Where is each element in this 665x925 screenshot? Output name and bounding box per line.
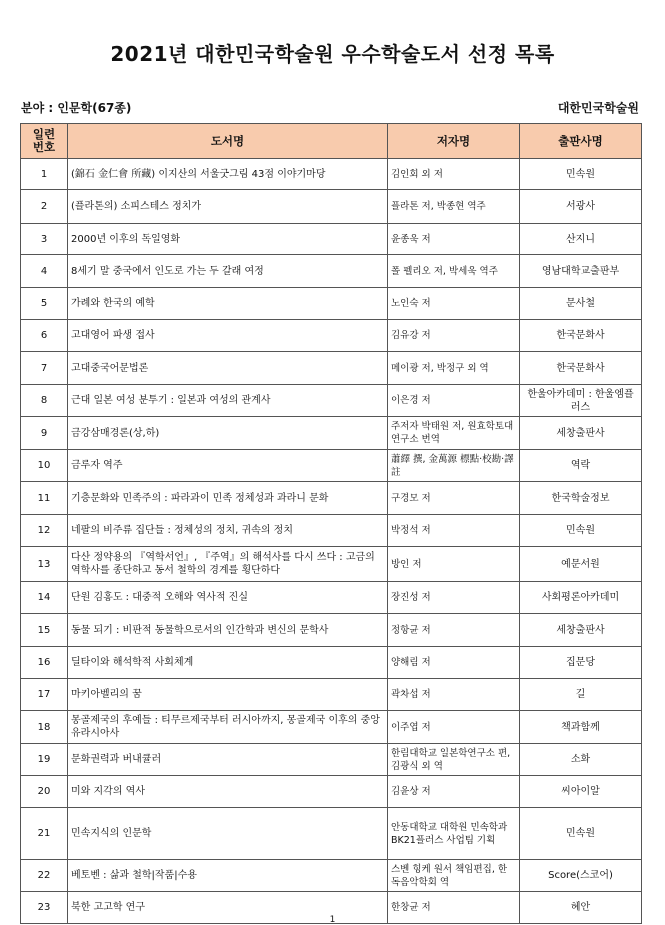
cell-publisher: 서광사 <box>520 190 642 224</box>
cell-book: 근대 일본 여성 분투기 : 일본과 여성의 관계사 <box>68 385 388 417</box>
book-list-table <box>20 123 642 924</box>
table-row <box>21 711 642 744</box>
cell-no: 17 <box>21 679 68 711</box>
cell-no: 20 <box>21 776 68 808</box>
table-row <box>21 547 642 582</box>
cell-author: 한창균 저 <box>388 892 520 924</box>
cell-no: 8 <box>21 385 68 417</box>
cell-no: 3 <box>21 224 68 255</box>
cell-book: 미와 지각의 역사 <box>68 776 388 808</box>
cell-no: 2 <box>21 190 68 224</box>
cell-publisher: 민속원 <box>520 808 642 860</box>
cell-no: 18 <box>21 711 68 744</box>
cell-author: 스벤 힝케 원서 책임편집, 한독음악학회 역 <box>388 860 520 892</box>
cell-book: 기층문화와 민족주의 : 파라과이 민족 정체성과 과라니 문화 <box>68 482 388 515</box>
table-row <box>21 417 642 450</box>
cell-author: 방인 저 <box>388 547 520 582</box>
cell-publisher: Score(스코어) <box>520 860 642 892</box>
cell-author: 메이광 저, 박정구 외 역 <box>388 352 520 385</box>
cell-publisher: 소화 <box>520 744 642 776</box>
cell-book: 금루자 역주 <box>68 450 388 482</box>
cell-no: 12 <box>21 515 68 547</box>
cell-book: 가례와 한국의 예학 <box>68 288 388 320</box>
table-row <box>21 320 642 352</box>
cell-author: 한림대학교 일본학연구소 편, 김광식 외 역 <box>388 744 520 776</box>
column-header-publisher: 출판사명 <box>520 124 642 159</box>
cell-author: 양해림 저 <box>388 647 520 679</box>
page-title: 2021년 대한민국학술원 우수학술도서 선정 목록 <box>110 42 555 66</box>
cell-no: 9 <box>21 417 68 450</box>
table-row <box>21 776 642 808</box>
cell-author: 곽차섭 저 <box>388 679 520 711</box>
table-row <box>21 352 642 385</box>
cell-publisher: 민속원 <box>520 515 642 547</box>
cell-book: 민속지식의 인문학 <box>68 808 388 860</box>
cell-publisher: 역락 <box>520 450 642 482</box>
cell-publisher: 씨아이알 <box>520 776 642 808</box>
table-row <box>21 582 642 614</box>
table-row <box>21 159 642 190</box>
cell-publisher: 민속원 <box>520 159 642 190</box>
table-row <box>21 679 642 711</box>
cell-no: 22 <box>21 860 68 892</box>
cell-no: 21 <box>21 808 68 860</box>
cell-publisher: 한울아카데미 : 한울엠플러스 <box>520 385 642 417</box>
cell-book: 고대영어 파생 접사 <box>68 320 388 352</box>
cell-author: 주저자 박태원 저, 원효학토대연구소 번역 <box>388 417 520 450</box>
cell-publisher: 사회평론아카데미 <box>520 582 642 614</box>
cell-publisher: 혜안 <box>520 892 642 924</box>
table-row <box>21 385 642 417</box>
cell-book: 몽골제국의 후예들 : 티무르제국부터 러시아까지, 몽골제국 이후의 중앙유라시아사 <box>68 711 388 744</box>
cell-publisher: 한국문화사 <box>520 352 642 385</box>
table-row <box>21 224 642 255</box>
table-row <box>21 647 642 679</box>
column-header-no: 일련 번호 <box>21 124 68 159</box>
cell-publisher: 길 <box>520 679 642 711</box>
cell-no: 13 <box>21 547 68 582</box>
table-row <box>21 744 642 776</box>
cell-author: 노인숙 저 <box>388 288 520 320</box>
cell-author: 폴 펠리오 저, 박세욱 역주 <box>388 255 520 288</box>
cell-no: 10 <box>21 450 68 482</box>
cell-publisher: 산지니 <box>520 224 642 255</box>
field-label: 분야 : 인문학(67종) <box>21 101 132 115</box>
cell-no: 23 <box>21 892 68 924</box>
cell-author: 이은경 저 <box>388 385 520 417</box>
cell-author: 박정석 저 <box>388 515 520 547</box>
cell-book: 마키아벨리의 꿈 <box>68 679 388 711</box>
cell-author: 안동대학교 대학원 민속학과 BK21플러스 사업팀 기획 <box>388 808 520 860</box>
cell-author: 蕭繹 撰, 金萬源 標點·校勘·譯註 <box>388 450 520 482</box>
organization-name: 대한민국학술원 <box>557 101 639 115</box>
cell-book: 8세기 말 중국에서 인도로 가는 두 갈래 여정 <box>68 255 388 288</box>
column-header-author: 저자명 <box>388 124 520 159</box>
cell-no: 1 <box>21 159 68 190</box>
cell-author: 플라톤 저, 박종현 역주 <box>388 190 520 224</box>
table-row <box>21 255 642 288</box>
cell-book: 네팔의 비주류 집단들 : 정체성의 정치, 귀속의 정치 <box>68 515 388 547</box>
cell-book: 단원 김홍도 : 대중적 오해와 역사적 진실 <box>68 582 388 614</box>
cell-no: 15 <box>21 614 68 647</box>
cell-book: 고대중국어문법론 <box>68 352 388 385</box>
cell-publisher: 세창출판사 <box>520 417 642 450</box>
page-number: 1 <box>329 915 336 925</box>
cell-book: 다산 정약용의 『역학서언』, 『주역』의 해석사를 다시 쓰다 : 고금의 역학사를 종단하고 동서 철학의 경계를 횡단하다 <box>68 547 388 582</box>
cell-book: 동물 되기 : 비판적 동물학으로서의 인간학과 변신의 문학사 <box>68 614 388 647</box>
table-row <box>21 860 642 892</box>
cell-author: 정항균 저 <box>388 614 520 647</box>
cell-publisher: 예문서원 <box>520 547 642 582</box>
cell-publisher: 문사철 <box>520 288 642 320</box>
cell-no: 14 <box>21 582 68 614</box>
column-header-book: 도서명 <box>68 124 388 159</box>
cell-book: 2000년 이후의 독일영화 <box>68 224 388 255</box>
cell-publisher: 한국문화사 <box>520 320 642 352</box>
table-row <box>21 614 642 647</box>
cell-no: 4 <box>21 255 68 288</box>
cell-book: 베토벤 : 삶과 철학|작품|수용 <box>68 860 388 892</box>
cell-book: 딜타이와 해석학적 사회체계 <box>68 647 388 679</box>
cell-book: 문화권력과 버내큘러 <box>68 744 388 776</box>
cell-no: 7 <box>21 352 68 385</box>
cell-author: 윤종욱 저 <box>388 224 520 255</box>
cell-author: 장진성 저 <box>388 582 520 614</box>
table-row <box>21 515 642 547</box>
cell-author: 김윤상 저 <box>388 776 520 808</box>
cell-publisher: 세창출판사 <box>520 614 642 647</box>
cell-no: 11 <box>21 482 68 515</box>
cell-author: 김인회 외 저 <box>388 159 520 190</box>
cell-author: 구경모 저 <box>388 482 520 515</box>
cell-no: 5 <box>21 288 68 320</box>
cell-book: (錦石 金仁會 所藏) 이지산의 서울굿그림 43점 이야기마당 <box>68 159 388 190</box>
table-row <box>21 808 642 860</box>
cell-no: 16 <box>21 647 68 679</box>
cell-publisher: 책과함께 <box>520 711 642 744</box>
cell-no: 6 <box>21 320 68 352</box>
cell-book: (플라톤의) 소피스테스 정치가 <box>68 190 388 224</box>
cell-book: 금강삼매경론(상,하) <box>68 417 388 450</box>
cell-publisher: 집문당 <box>520 647 642 679</box>
table-header-row <box>21 124 642 159</box>
cell-author: 이주엽 저 <box>388 711 520 744</box>
cell-publisher: 한국학술정보 <box>520 482 642 515</box>
cell-author: 김유강 저 <box>388 320 520 352</box>
table-row <box>21 288 642 320</box>
table-row <box>21 482 642 515</box>
cell-publisher: 영남대학교출판부 <box>520 255 642 288</box>
table-row <box>21 190 642 224</box>
cell-book: 북한 고고학 연구 <box>68 892 388 924</box>
cell-no: 19 <box>21 744 68 776</box>
table-row <box>21 450 642 482</box>
